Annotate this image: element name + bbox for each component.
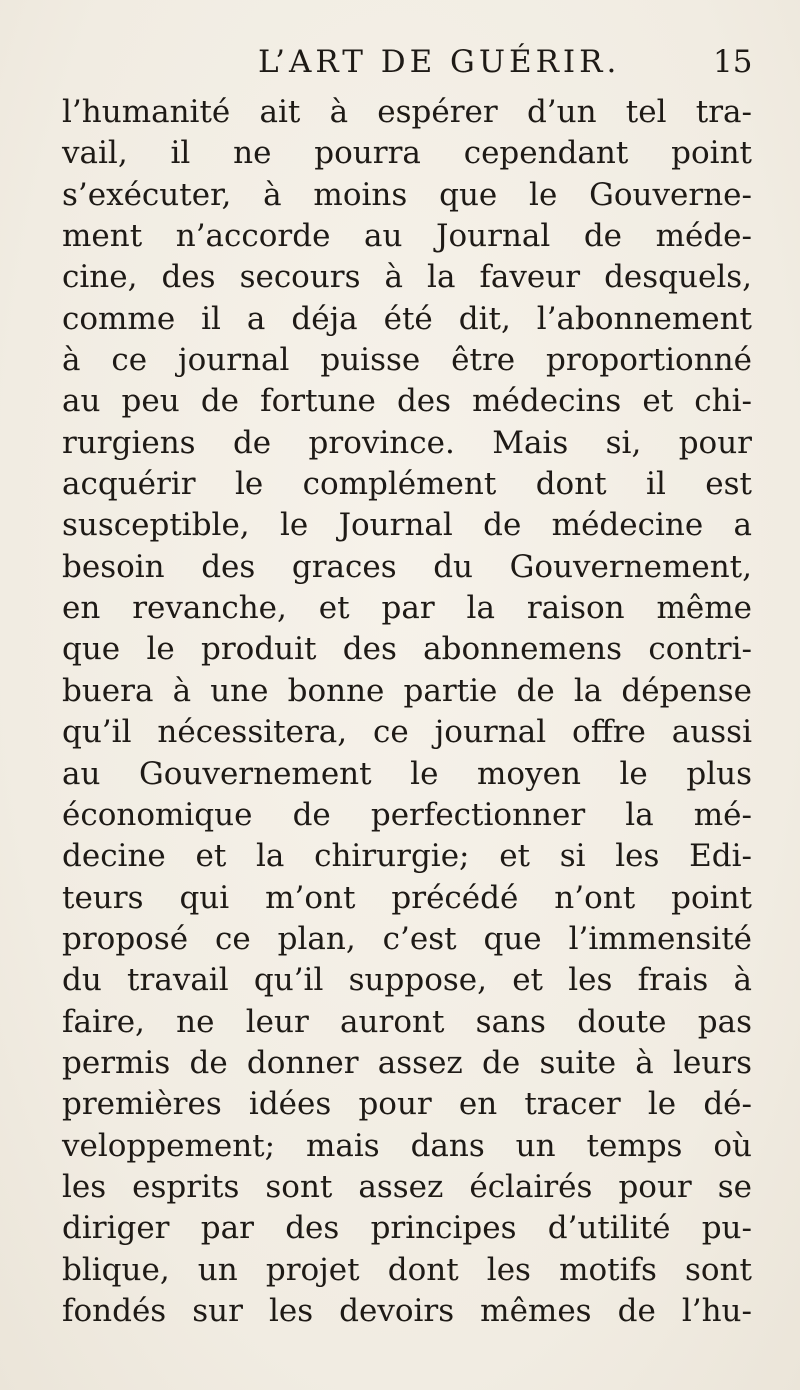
text-line: comme il a déja été dit, l’abonnement [62, 300, 752, 337]
text-line: decine et la chirurgie; et si les Edi- [62, 838, 752, 875]
text-line: au Gouvernement le moyen le plus [62, 755, 752, 792]
running-head [0, 42, 800, 82]
text-line: diriger par des principes d’utilité pu- [62, 1210, 752, 1247]
text-line: vail, il ne pourra cependant point [62, 135, 752, 172]
text-line: cine, des secours à la faveur desquels, [62, 259, 752, 296]
text-line: veloppement; mais dans un temps où [62, 1127, 752, 1164]
text-line: acquérir le complément dont il est [62, 466, 752, 503]
text-line: faire, ne leur auront sans doute pas [62, 1003, 752, 1040]
text-line: permis de donner assez de suite à leurs [62, 1044, 752, 1081]
text-line: premières idées pour en tracer le dé- [62, 1086, 752, 1123]
text-line: susceptible, le Journal de médecine a [62, 507, 752, 544]
text-line: économique de perfectionner la mé- [62, 796, 752, 833]
text-line: besoin des graces du Gouvernement, [62, 548, 752, 585]
text-line: blique, un projet dont les motifs sont [62, 1251, 752, 1288]
text-line: à ce journal puisse être proportionné [62, 342, 752, 379]
page-number: 15 [713, 44, 753, 80]
text-line: au peu de fortune des médecins et chi- [62, 383, 752, 420]
text-line: s’exécuter, à moins que le Gouverne- [62, 176, 752, 213]
running-title: L’ART DE GUÉRIR. [258, 44, 621, 80]
text-line: rurgiens de province. Mais si, pour [62, 424, 752, 461]
text-line: teurs qui m’ont précédé n’ont point [62, 879, 752, 916]
text-line: les esprits sont assez éclairés pour se [62, 1168, 752, 1205]
text-line: en revanche, et par la raison même [62, 590, 752, 627]
text-line: ment n’accorde au Journal de méde- [62, 218, 752, 255]
text-line: fondés sur les devoirs mêmes de l’hu- [62, 1292, 752, 1329]
text-line: proposé ce plan, c’est que l’immensité [62, 920, 752, 957]
text-line: qu’il nécessitera, ce journal offre aussi [62, 714, 752, 751]
text-line: buera à une bonne partie de la dépense [62, 672, 752, 709]
text-line: l’humanité ait à espérer d’un tel tra- [62, 94, 752, 130]
text-line: que le produit des abonnemens contri- [62, 631, 752, 668]
text-line: du travail qu’il suppose, et les frais à [62, 962, 752, 999]
body-text [62, 92, 752, 1332]
